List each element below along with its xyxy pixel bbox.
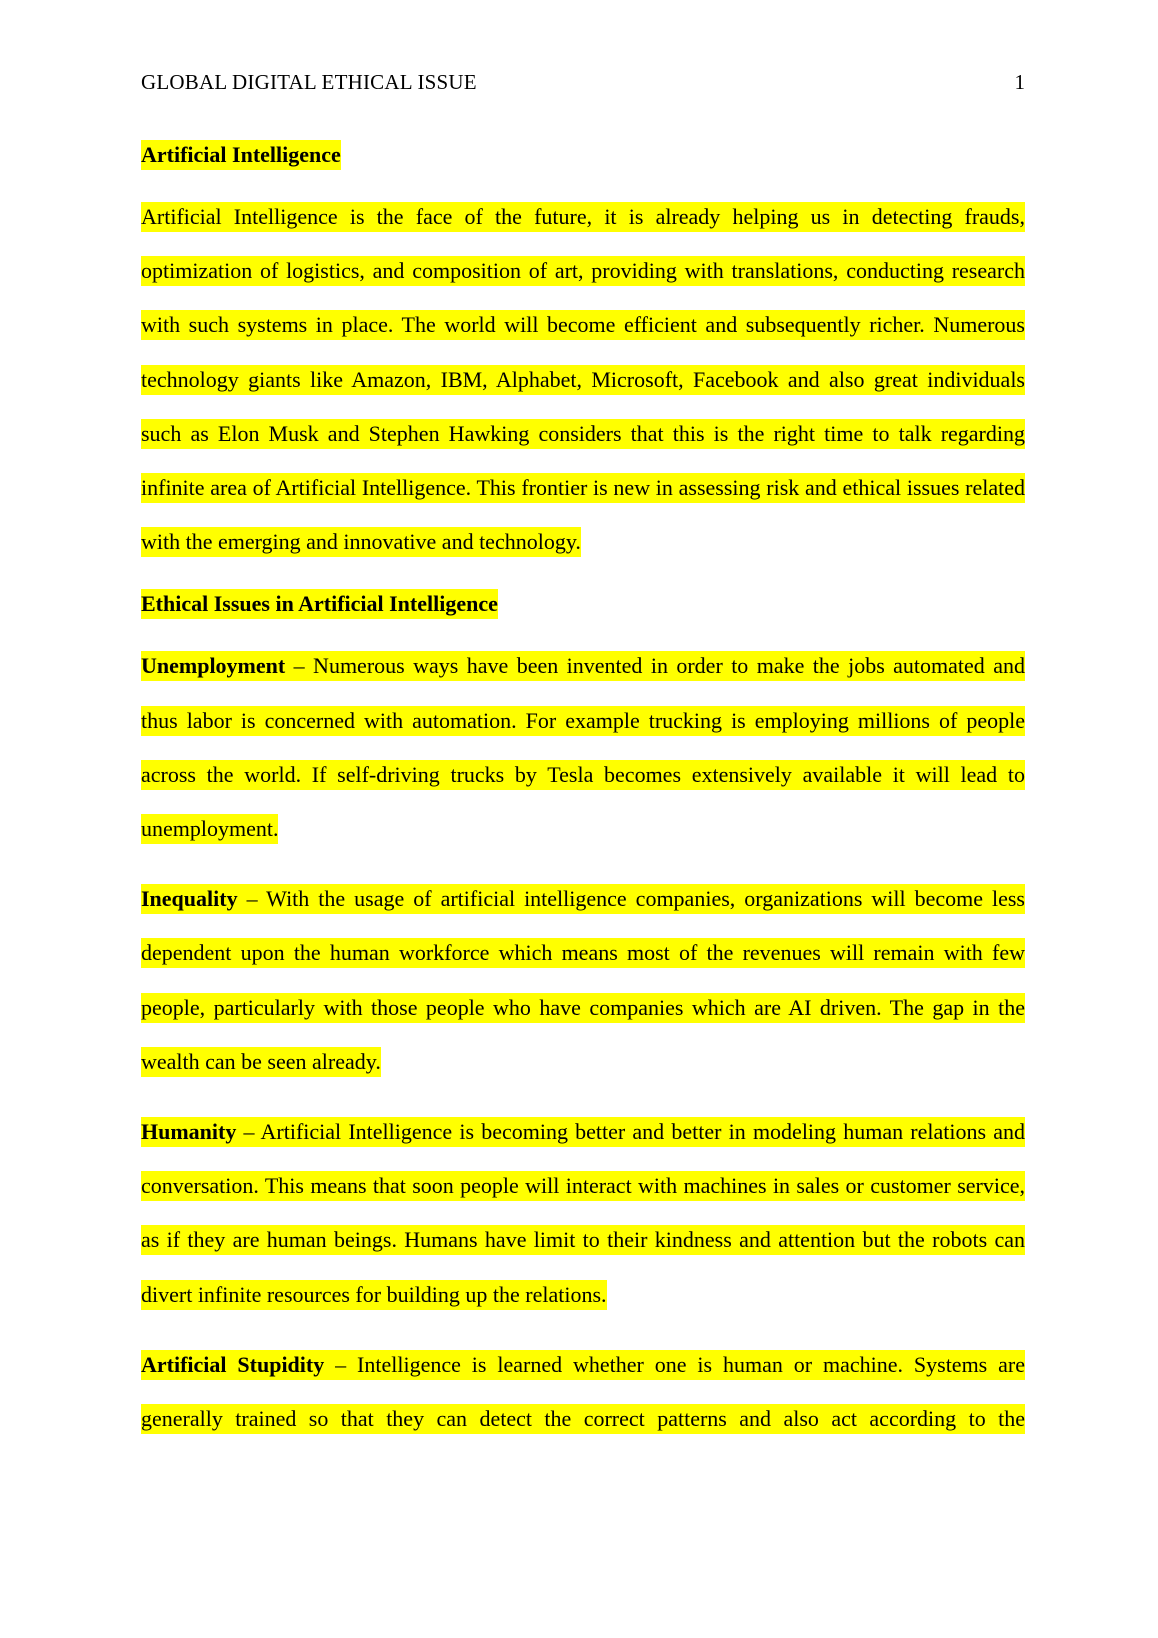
section-heading-ai (141, 136, 1025, 174)
issue-paragraph-humanity (141, 1105, 1025, 1322)
paragraph-ai-intro (141, 190, 1025, 569)
issue-paragraph-inequality (141, 872, 1025, 1089)
issue-text-humanity: – Artificial Intelligence is becoming better and better in modeling human relations and conversation. This means that soon people will interact with machines in sales or customer service, as if they are human beings. Humans have limit to their kindness and attention but the robots can divert infinite resources for building up the relations. (141, 1119, 1025, 1307)
document-body (141, 136, 1025, 1462)
issue-term-artificial-stupidity: Artificial Stupidity (141, 1351, 325, 1377)
issue-term-humanity: Humanity (141, 1119, 237, 1145)
issue-term-inequality: Inequality (141, 886, 238, 912)
paragraph-ai-intro-text: Artificial Intelligence is the face of the future, it is already helping us in detecting frauds, optimization of logistics, and composition of art, providing with translations, conducting research with such systems in place. The world will become efficient and subsequently richer. Numerous technology giants like Amazon, IBM, Alphabet, Microsoft, Facebook and also great individuals such as Elon Musk and Stephen Hawking considers that this is the right time to talk regarding infinite area of Artificial Intelligence. This frontier is new in assessing risk and ethical issues related with the emerging and innovative and technology. (141, 202, 1025, 557)
issue-term-unemployment: Unemployment (141, 653, 286, 679)
issue-text-inequality: – With the usage of artificial intelligence companies, organizations will become less dependent upon the human workforce which means most of the revenues will remain with few people, particularly with those people who have companies which are AI driven. The gap in the wealth can be seen already. (141, 886, 1025, 1074)
section-heading-ai-text: Artificial Intelligence (141, 140, 341, 170)
section-heading-ethics-text: Ethical Issues in Artificial Intelligence (141, 589, 498, 619)
issue-text-unemployment: – Numerous ways have been invented in order to make the jobs automated and thus labor is concerned with automation. For example trucking is employing millions of people across the world. If self-driving trucks by Tesla becomes extensively available it will lead to unemployment. (141, 653, 1025, 842)
issue-paragraph-artificial-stupidity (141, 1338, 1025, 1446)
issue-paragraph-unemployment (141, 639, 1025, 856)
page-number: 1 (1014, 70, 1025, 94)
running-head: GLOBAL DIGITAL ETHICAL ISSUE (141, 70, 477, 94)
section-heading-ethics (141, 585, 1025, 623)
issue-text-artificial-stupidity: – Intelligence is learned whether one is human or machine. Systems are generally trained so that they can detect the correct patterns and also act according to the (141, 1351, 1025, 1432)
